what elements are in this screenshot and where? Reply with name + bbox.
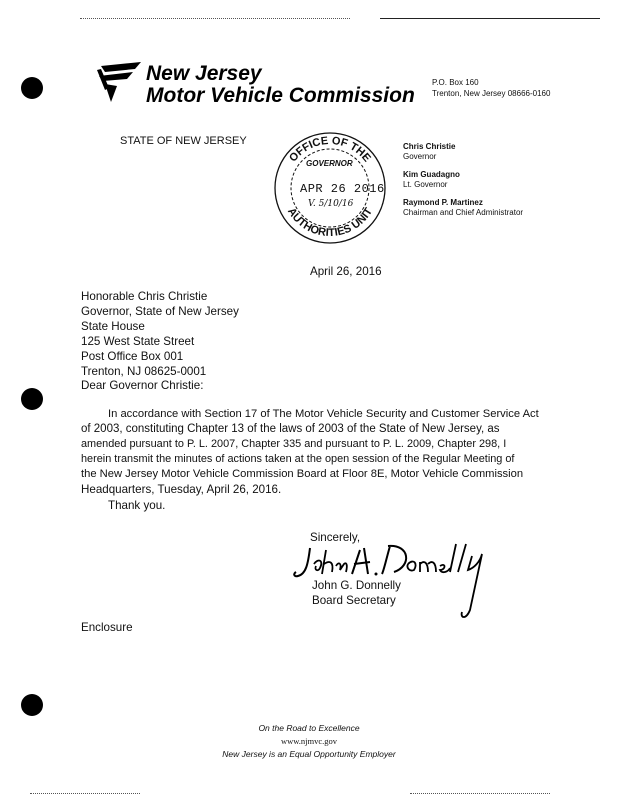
agency-name-line1: New Jersey <box>146 62 262 85</box>
officers-list <box>403 142 523 218</box>
punch-hole <box>21 77 43 99</box>
stamp-governor-text: GOVERNOR <box>306 159 353 168</box>
body-line: the New Jersey Motor Vehicle Commission Board at Floor 8E, Motor Vehicle Commission <box>81 468 524 480</box>
scan-artifact-line <box>30 793 140 794</box>
officer-name: Kim Guadagno <box>403 170 460 179</box>
stamp-top-text: OFFICE OF THE <box>287 134 373 165</box>
body-line: Headquarters, Tuesday, April 26, 2016. <box>81 483 282 496</box>
closing: Sincerely, <box>310 531 361 544</box>
scan-artifact-line <box>80 18 350 19</box>
address-line2: Trenton, New Jersey 08666-0160 <box>432 89 551 98</box>
agency-name-line2: Motor Vehicle Commission <box>146 84 415 107</box>
letter-date: April 26, 2016 <box>310 265 382 278</box>
stamp-initials: V. 5/10/16 <box>308 199 354 209</box>
punch-hole <box>21 388 43 410</box>
signer-name: John G. Donnelly <box>312 579 401 592</box>
state-heading: STATE OF NEW JERSEY <box>120 135 247 147</box>
recipient-line: Honorable Chris Christie <box>81 290 208 303</box>
footer-slogan: On the Road to Excellence <box>258 723 360 733</box>
scan-artifact-line <box>410 793 550 794</box>
body-line: of 2003, constituting Chapter 13 of the laws of 2003 of the State of New Jersey, as <box>81 423 500 435</box>
recipient-line: Post Office Box 001 <box>81 350 184 363</box>
recipient-line: Governor, State of New Jersey <box>81 305 239 318</box>
stamp-bottom-text: AUTHORITIES UNIT <box>285 205 375 240</box>
recipient-line: Trenton, NJ 08625-0001 <box>81 365 207 378</box>
officer-name: Chris Christie <box>403 142 456 151</box>
footer-website: www.njmvc.gov <box>280 736 338 746</box>
officer-title: Lt. Governor <box>403 180 448 189</box>
letter-body <box>81 407 563 497</box>
recipient-line: State House <box>81 320 145 333</box>
mvc-logo <box>95 60 145 106</box>
enclosure-note: Enclosure <box>81 621 133 634</box>
body-line: In accordance with Section 17 of The Motor Vehicle Security and Customer Service Act <box>108 408 539 420</box>
signer-title: Board Secretary <box>312 594 396 607</box>
body-line: amended pursuant to P. L. 2007, Chapter 335 and pursuant to P. L. 2009, Chapter 298, I <box>81 438 507 450</box>
stamp-date: APR 26 2016 <box>300 182 385 196</box>
punch-hole <box>21 694 43 716</box>
scan-artifact-line <box>380 18 600 19</box>
address-line1: P.O. Box 160 <box>432 78 479 87</box>
thanks: Thank you. <box>108 499 166 512</box>
officer-title: Governor <box>403 152 437 161</box>
recipient-address <box>81 289 239 379</box>
officer-title: Chairman and Chief Administrator <box>403 208 524 217</box>
body-line: herein transmit the minutes of actions taken at the open session of the Regular Meeting of <box>81 453 515 465</box>
mvc-logo-icon <box>95 60 145 106</box>
salutation: Dear Governor Christie: <box>81 379 204 392</box>
recipient-line: 125 West State Street <box>81 335 195 348</box>
officer-name: Raymond P. Martinez <box>403 198 483 207</box>
footer-eeo: New Jersey is an Equal Opportunity Employer <box>222 749 396 759</box>
